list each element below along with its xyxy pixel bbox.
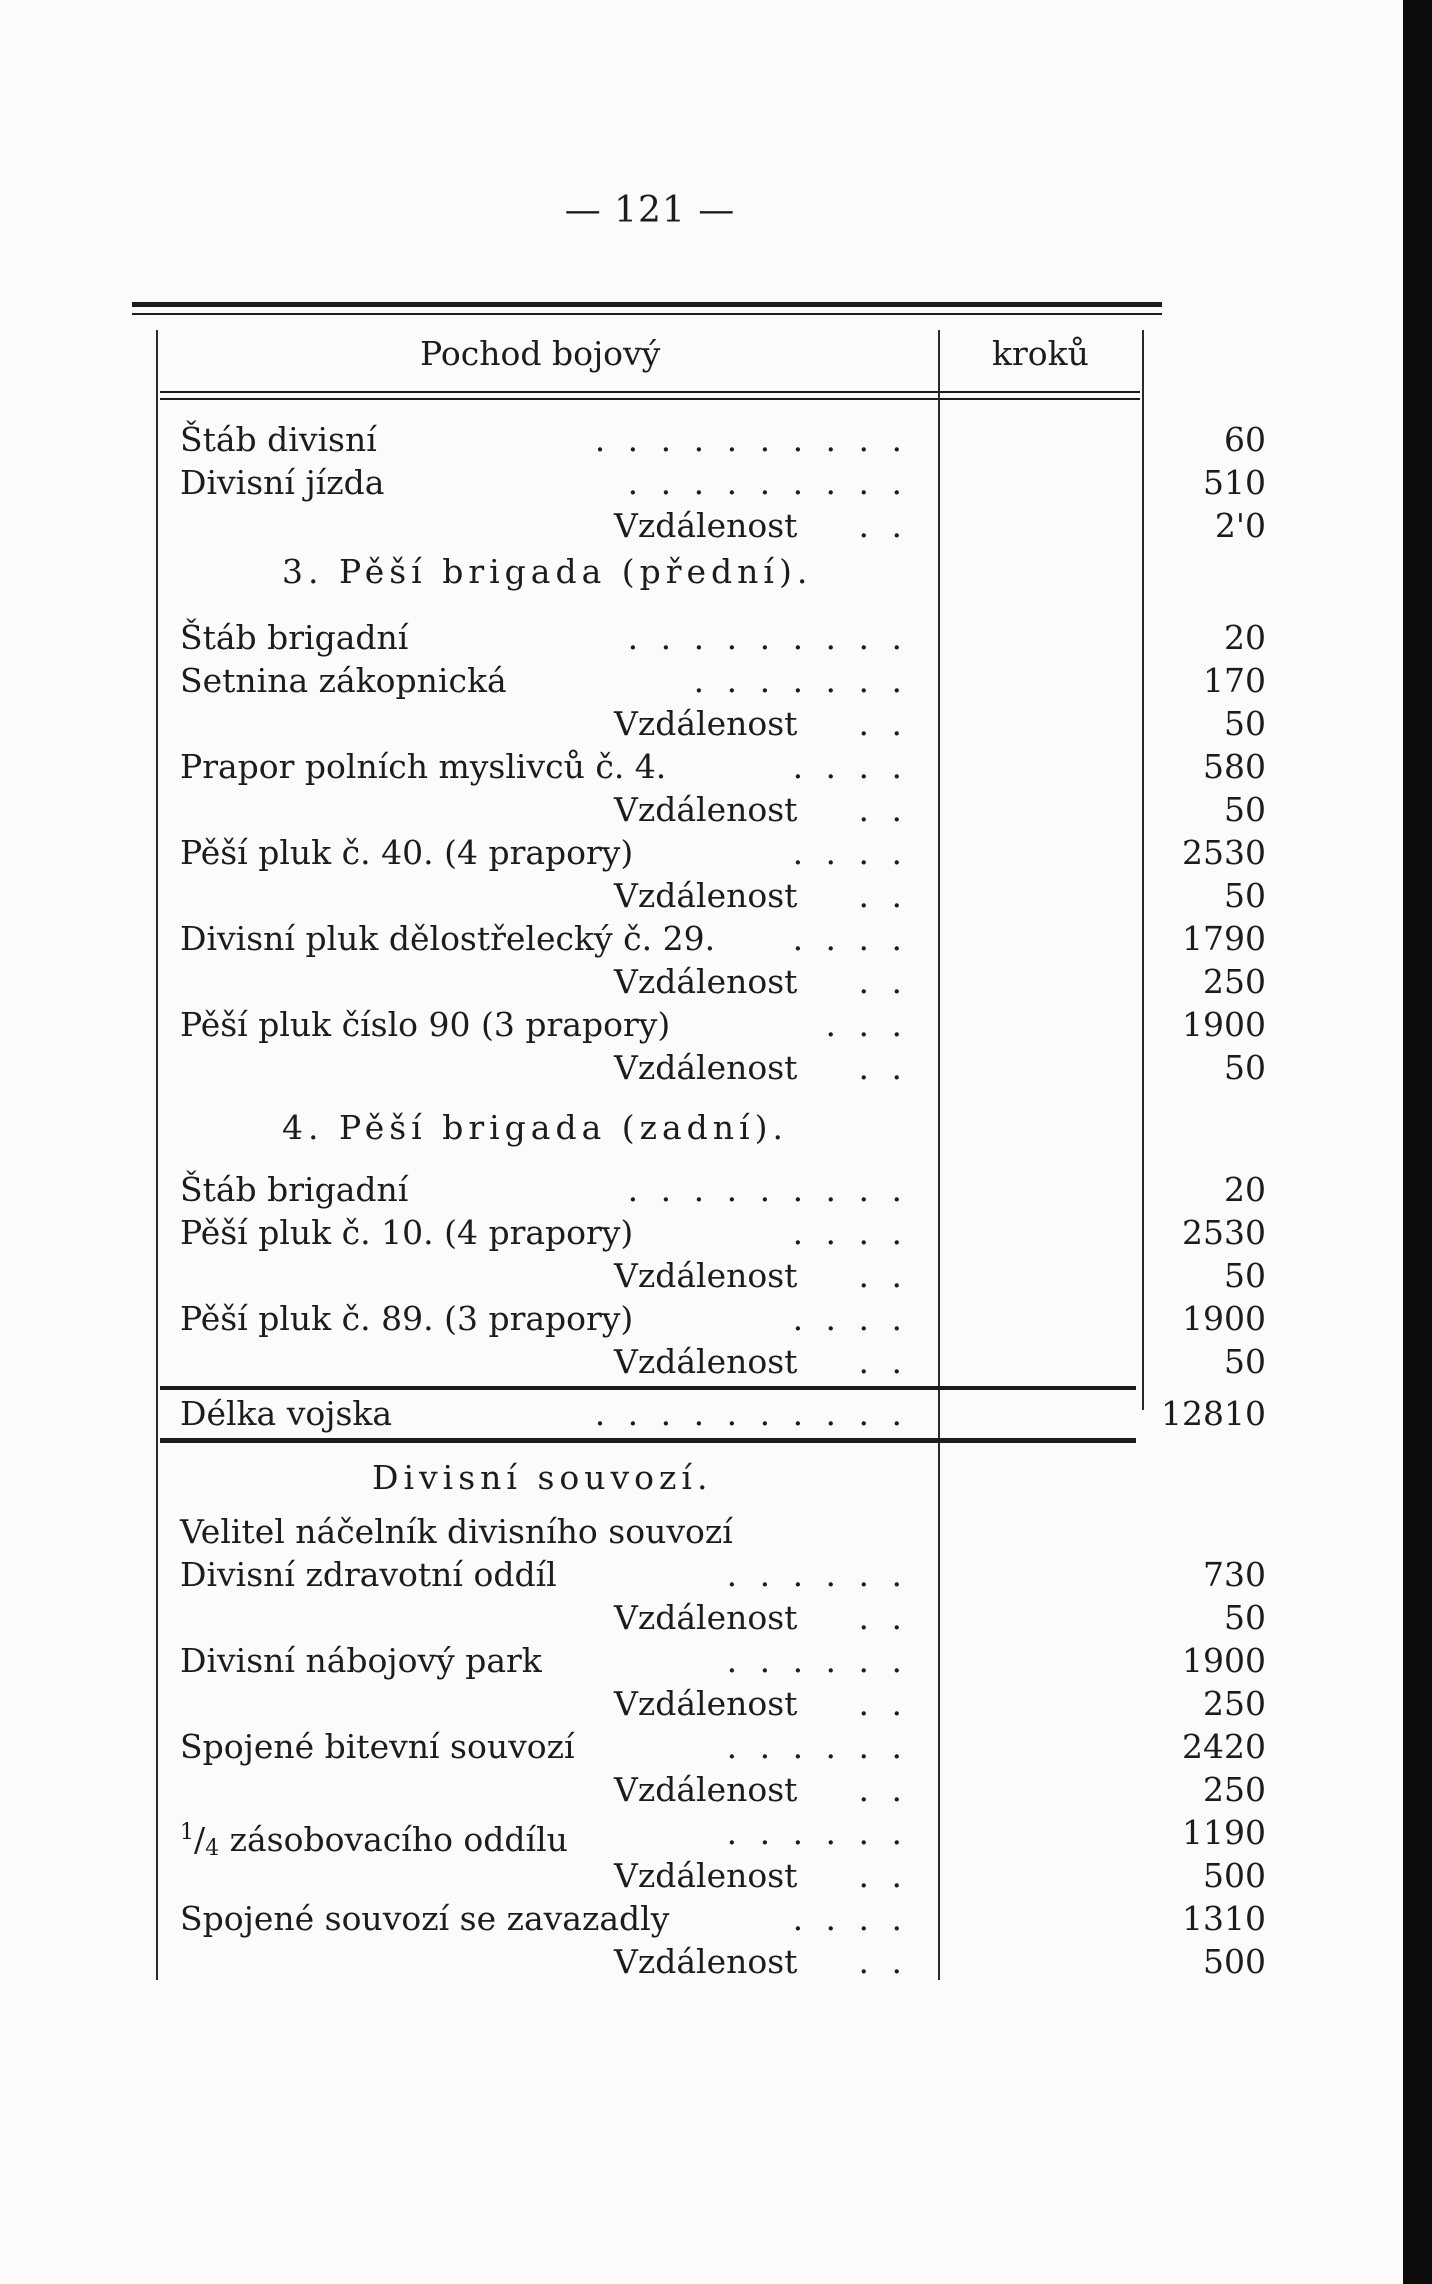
convoy-commander [180,1512,1090,1552]
distance-label: Vzdálenost [614,1342,798,1381]
convoy-title: Divisní souvozí. [372,1458,713,1497]
section-heading: 3. Pěší brigada (přední). [282,552,813,591]
row-value: 50 [1224,1048,1266,1087]
leader-dots: . . . . [792,1213,908,1252]
row-value: 500 [1203,1942,1266,1981]
distance-row [180,1342,1266,1382]
leader-dots: . . . . . . . . . [627,463,908,502]
table-row [180,1555,1266,1595]
row-label: Divisní jízda [180,463,385,502]
distance-label: Vzdálenost [614,1048,798,1087]
row-value: 510 [1203,463,1266,502]
row-value: 2420 [1182,1727,1266,1766]
header-rule-2 [160,398,1140,400]
row-value: 2530 [1182,833,1266,872]
leader-dots: . . [858,506,908,545]
table-row [180,1170,1266,1210]
row-label: Pěší pluk číslo 90 (3 prapory) [180,1005,671,1044]
row-value: 250 [1203,1770,1266,1809]
distance-label: Vzdálenost [614,790,798,829]
row-value: 580 [1203,747,1266,786]
row-value: 1310 [1182,1899,1266,1938]
leader-dots: . . . [825,1005,908,1044]
row-value: 500 [1203,1856,1266,1895]
table-row [180,1005,1266,1045]
row-label: Pěší pluk č. 10. (4 prapory) [180,1213,634,1252]
table-row [180,1899,1266,1939]
leader-dots: . . [858,1048,908,1087]
section-heading: 4. Pěší brigada (zadní). [282,1108,788,1147]
leader-dots: . . [858,1684,908,1723]
distance-row [180,1856,1266,1896]
table-row [180,1813,1266,1861]
leader-dots: . . . . [792,1299,908,1338]
column-header-label: Pochod bojový [420,334,661,373]
row-label: Divisní zdravotní oddíl [180,1555,557,1594]
distance-row [180,790,1266,830]
distance-label: Vzdálenost [614,1684,798,1723]
distance-row [180,962,1266,1002]
row-label: Divisní pluk dělostřelecký č. 29. [180,919,716,958]
header-rule [160,391,1140,393]
row-value: 730 [1203,1555,1266,1594]
leader-dots: . . . . [792,747,908,786]
row-label: Spojené bitevní souvozí [180,1727,575,1766]
leader-dots: . . . . . . . . . [627,1170,908,1209]
distance-row [180,506,1266,546]
table-left-border [156,330,158,1980]
leader-dots: . . . . . . [726,1813,908,1852]
row-value: 250 [1203,1684,1266,1723]
leader-dots: . . [858,704,908,743]
row-value: 1900 [1182,1299,1266,1338]
row-label: Divisní nábojový park [180,1641,542,1680]
row-label: Pěší pluk č. 89. (3 prapory) [180,1299,634,1338]
leader-dots: . . . . . . . . . . [594,420,908,459]
leader-dots: . . . . . . [726,1727,908,1766]
distance-label: Vzdálenost [614,1770,798,1809]
leader-dots: . . [858,962,908,1001]
row-label: Štáb brigadní [180,1170,409,1209]
row-label: Velitel náčelník divisního souvozí [180,1512,733,1551]
row-value: 50 [1224,790,1266,829]
top-rule [132,302,1162,307]
total-rule-bottom [160,1438,1136,1443]
leader-dots: . . . . [792,1899,908,1938]
row-label: Štáb brigadní [180,618,409,657]
distance-row [180,1256,1266,1296]
row-value: 2530 [1182,1213,1266,1252]
row-label: Prapor polních myslivců č. 4. [180,747,667,786]
row-value: 50 [1224,876,1266,915]
table-row [180,618,1266,658]
page-edge [1403,0,1432,2284]
row-value: 12810 [1161,1394,1266,1433]
leader-dots: . . [858,1342,908,1381]
row-value: 20 [1224,618,1266,657]
table-row [180,661,1266,701]
distance-label: Vzdálenost [614,1942,798,1981]
leader-dots: . . [858,1856,908,1895]
column-header-unit: kroků [992,334,1089,373]
leader-dots: . . . . [792,833,908,872]
table-row [180,1394,1266,1434]
row-value: 20 [1224,1170,1266,1209]
distance-label: Vzdálenost [614,876,798,915]
leader-dots: . . [858,1256,908,1295]
leader-dots: . . [858,1942,908,1981]
row-value: 50 [1224,704,1266,743]
row-label: Spojené souvozí se zavazadly [180,1899,670,1938]
row-label: Pěší pluk č. 40. (4 prapory) [180,833,634,872]
table-row [180,1213,1266,1253]
table-row [180,833,1266,873]
distance-label: Vzdálenost [614,1256,798,1295]
table-row [180,463,1266,503]
table-row [180,919,1266,959]
leader-dots: . . . . . . . [693,661,908,700]
leader-dots: . . . . . . [726,1555,908,1594]
row-value: 50 [1224,1598,1266,1637]
leader-dots: . . [858,1770,908,1809]
distance-row [180,1684,1266,1724]
fraction-numerator: 1 [180,1820,194,1845]
distance-label: Vzdálenost [614,1598,798,1637]
leader-dots: . . [858,790,908,829]
row-value: 1190 [1182,1813,1266,1852]
total-rule-top [160,1386,1136,1390]
row-label: Štáb divisní [180,420,377,459]
distance-label: Vzdálenost [614,506,798,545]
distance-row [180,1770,1266,1810]
table-row [180,1641,1266,1681]
distance-row [180,704,1266,744]
distance-label: Vzdálenost [614,704,798,743]
table-row [180,1299,1266,1339]
leader-dots: . . [858,876,908,915]
leader-dots: . . . . . . . . . [627,618,908,657]
row-label: Setnina zákopnická [180,661,507,700]
row-value: 2'0 [1214,506,1266,545]
row-value: 1900 [1182,1005,1266,1044]
table-row [180,1727,1266,1767]
row-value: 170 [1203,661,1266,700]
row-value: 50 [1224,1342,1266,1381]
row-value: 1790 [1182,919,1266,958]
table-row [180,420,1266,460]
row-label: $^1$/4 zásobovacího oddílu [180,1820,568,1861]
distance-row [180,1048,1266,1088]
row-label: Délka vojska [180,1394,393,1433]
distance-row [180,1598,1266,1638]
row-value: 250 [1203,962,1266,1001]
distance-label: Vzdálenost [614,1856,798,1895]
top-rule-thin [132,313,1162,315]
leader-dots: . . . . [792,919,908,958]
row-value: 1900 [1182,1641,1266,1680]
leader-dots: . . . . . . [726,1641,908,1680]
row-value: 50 [1224,1256,1266,1295]
table-row [180,747,1266,787]
leader-dots: . . [858,1598,908,1637]
leader-dots: . . . . . . . . . . [594,1394,908,1433]
distance-label: Vzdálenost [614,962,798,1001]
page-number: — 121 — [564,190,736,231]
row-value: 60 [1224,420,1266,459]
distance-row [180,1942,1266,1982]
distance-row [180,876,1266,916]
fraction-denominator: 4 [205,1836,220,1861]
